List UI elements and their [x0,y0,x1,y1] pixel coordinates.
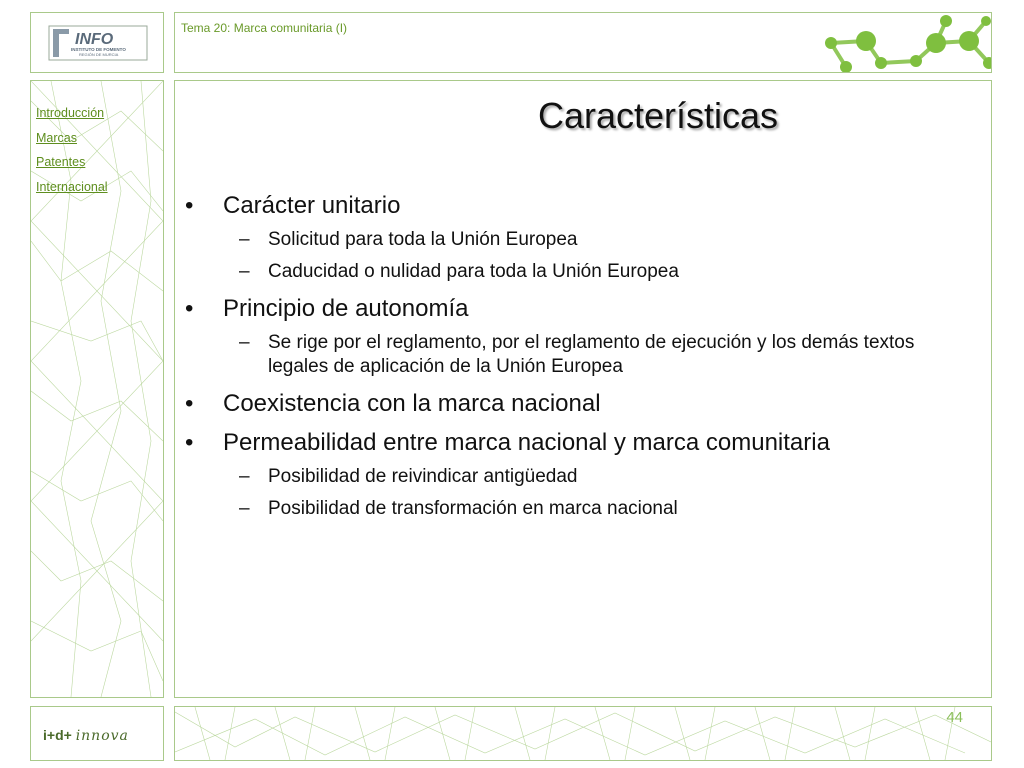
sub-bullet-item: – Posibilidad de transformación en marca nacional [175,497,985,521]
innova-logo-text: innova [75,728,129,744]
bullet-item: • Principio de autonomía [175,294,985,323]
molecule-graphic [771,13,991,72]
logo-panel [30,12,164,73]
slide-title: Características [537,95,779,136]
bullet-item: • Carácter unitario [175,191,985,220]
info-logo [31,13,163,72]
nav-item-internacional[interactable]: Internacional [36,179,108,194]
footer-logo-panel [30,706,164,761]
logo-line2-text: REGIÓN DE MURCIA [79,52,119,57]
footer-panel [174,706,992,761]
sub-bullet-item: – Posibilidad de reivindicar antigüedad [175,465,985,489]
idi-innova-logo [43,727,129,744]
nav-panel [30,80,164,698]
bullet-item: • Permeabilidad entre marca nacional y marca comunitaria [175,428,985,457]
nav-menu [36,101,108,199]
nav-item-introduccion[interactable]: Introducción [36,106,105,120]
sub-bullet-item: – Solicitud para toda la Unión Europea [175,228,985,252]
logo-brand-text: INFO [75,31,114,48]
idi-logo-text: i+d+ [43,727,72,743]
nav-item-marcas[interactable]: Marcas [36,130,77,145]
bullet-item: • Coexistencia con la marca nacional [175,389,985,418]
bullet-list [175,181,985,521]
sub-bullet-item: – Caducidad o nulidad para toda la Unión Europea [175,260,985,284]
page-number: 44 [946,709,963,726]
header-panel [174,12,992,73]
presentation-title: Tema 20: Marca comunitaria (I) [181,21,348,35]
nav-item-patentes[interactable]: Patentes [36,155,86,169]
footer-wireframe-background [175,707,991,760]
content-panel [174,80,992,698]
sub-bullet-item: – Se rige por el reglamento, por el reglamento de ejecución y los demás textos legales de aplicación de la Unión Europea [175,331,985,379]
logo-line1-text: INSTITUTO DE FOMENTO [71,47,126,52]
